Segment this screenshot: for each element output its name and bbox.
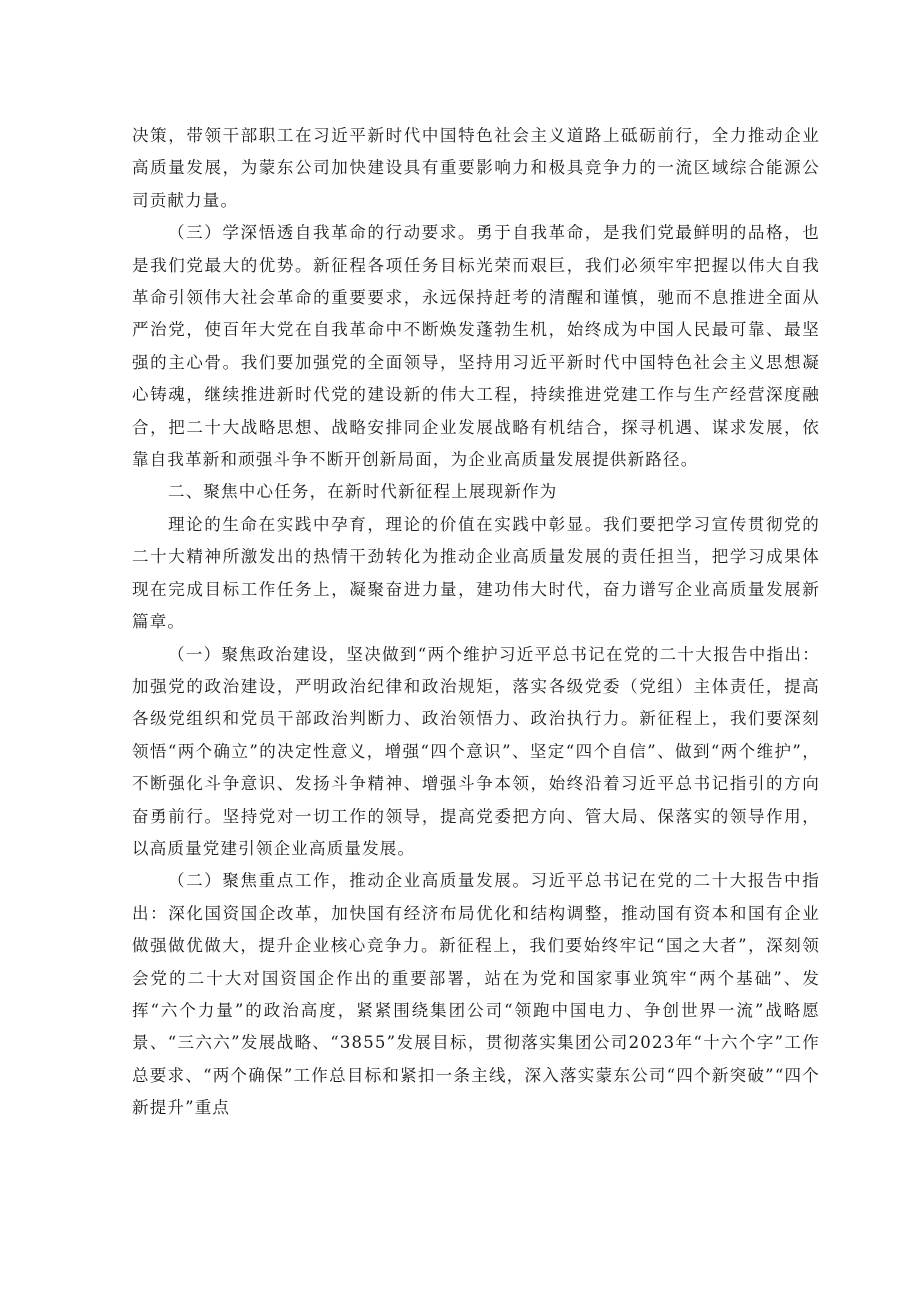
paragraph-2: （三）学深悟透自我革命的行动要求。勇于自我革命，是我们党最鲜明的品格，也是我们党最大的优势。新征程各项任务目标光荣而艰巨，我们必须牢牢把握以伟大自我革命引领伟大社会革命的重要要求，永远保持赶考的清醒和谨慎，驰而不息推进全面从严治党，使百年大党在自我革命中不断焕发蓬勃生机，始终成为中国人民最可靠、最坚强的主心骨。我们要加强党的全面领导，坚持用习近平新时代中国特色社会主义思想凝心铸魂，继续推进新时代党的建设新的伟大工程，持续推进党建工作与生产经营深度融合，把二十大战略思想、战略安排同企业发展战略有机结合，探寻机遇、谋求发展，依靠自我革新和顽强斗争不断开创新局面，为企业高质量发展提供新路径。: [132, 223, 820, 470]
paragraph-3: 理论的生命在实践中孕育，理论的价值在实践中彰显。我们要把学习宣传贯彻党的二十大精神所激发出的热情干劲转化为推动企业高质量发展的责任担当，把学习成果体现在完成目标工作任务上，凝聚奋进力量，建功伟大时代，奋力谱写企业高质量发展新篇章。: [132, 514, 820, 632]
section-heading: 二、聚焦中心任务，在新时代新征程上展现新作为: [168, 482, 558, 502]
paragraph-4: （一）聚焦政治建设，坚决做到“两个维护习近平总书记在党的二十大报告中指出：加强党的政治建设，严明政治纪律和政治规矩，落实各级党委（党组）主体责任，提高各级党组织和党员干部政治判断力、政治领悟力、政治执行力。新征程上，我们要深刻领悟“两个确立”的决定性意义，增强“四个意识”、坚定“四个自信”、做到“两个维护”，不断强化斗争意识、发扬斗争精神、增强斗争本领，始终沿着习近平总书记指引的方向奋勇前行。坚持党对一切工作的领导，提高党委把方向、管大局、保落实的领导作用，以高质量党建引领企业高质量发展。: [132, 644, 820, 858]
document-page: [132, 120, 820, 1125]
paragraph-1: 决策，带领干部职工在习近平新时代中国特色社会主义道路上砥砺前行，全力推动企业高质量发展，为蒙东公司加快建设具有重要影响力和极具竞争力的一流区域综合能源公司贡献力量。: [132, 126, 820, 210]
paragraph-5: （二）聚焦重点工作，推动企业高质量发展。习近平总书记在党的二十大报告中指出：深化国资国企改革，加快国有经济布局优化和结构调整，推动国有资本和国有企业做强做优做大，提升企业核心竞争力。新征程上，我们要始终牢记“国之大者”，深刻领会党的二十大对国资国企作出的重要部署，站在为党和国家事业筑牢“两个基础”、发挥“六个力量”的政治高度，紧紧围绕集团公司“领跑中国电力、争创世界一流”战略愿景、“三六六”发展战略、“3855”发展目标，贯彻落实集团公司2023年“十六个字”工作总要求、“两个确保”工作总目标和紧扣一条主线，深入落实蒙东公司“四个新突破”“四个新提升”重点: [132, 871, 820, 1118]
